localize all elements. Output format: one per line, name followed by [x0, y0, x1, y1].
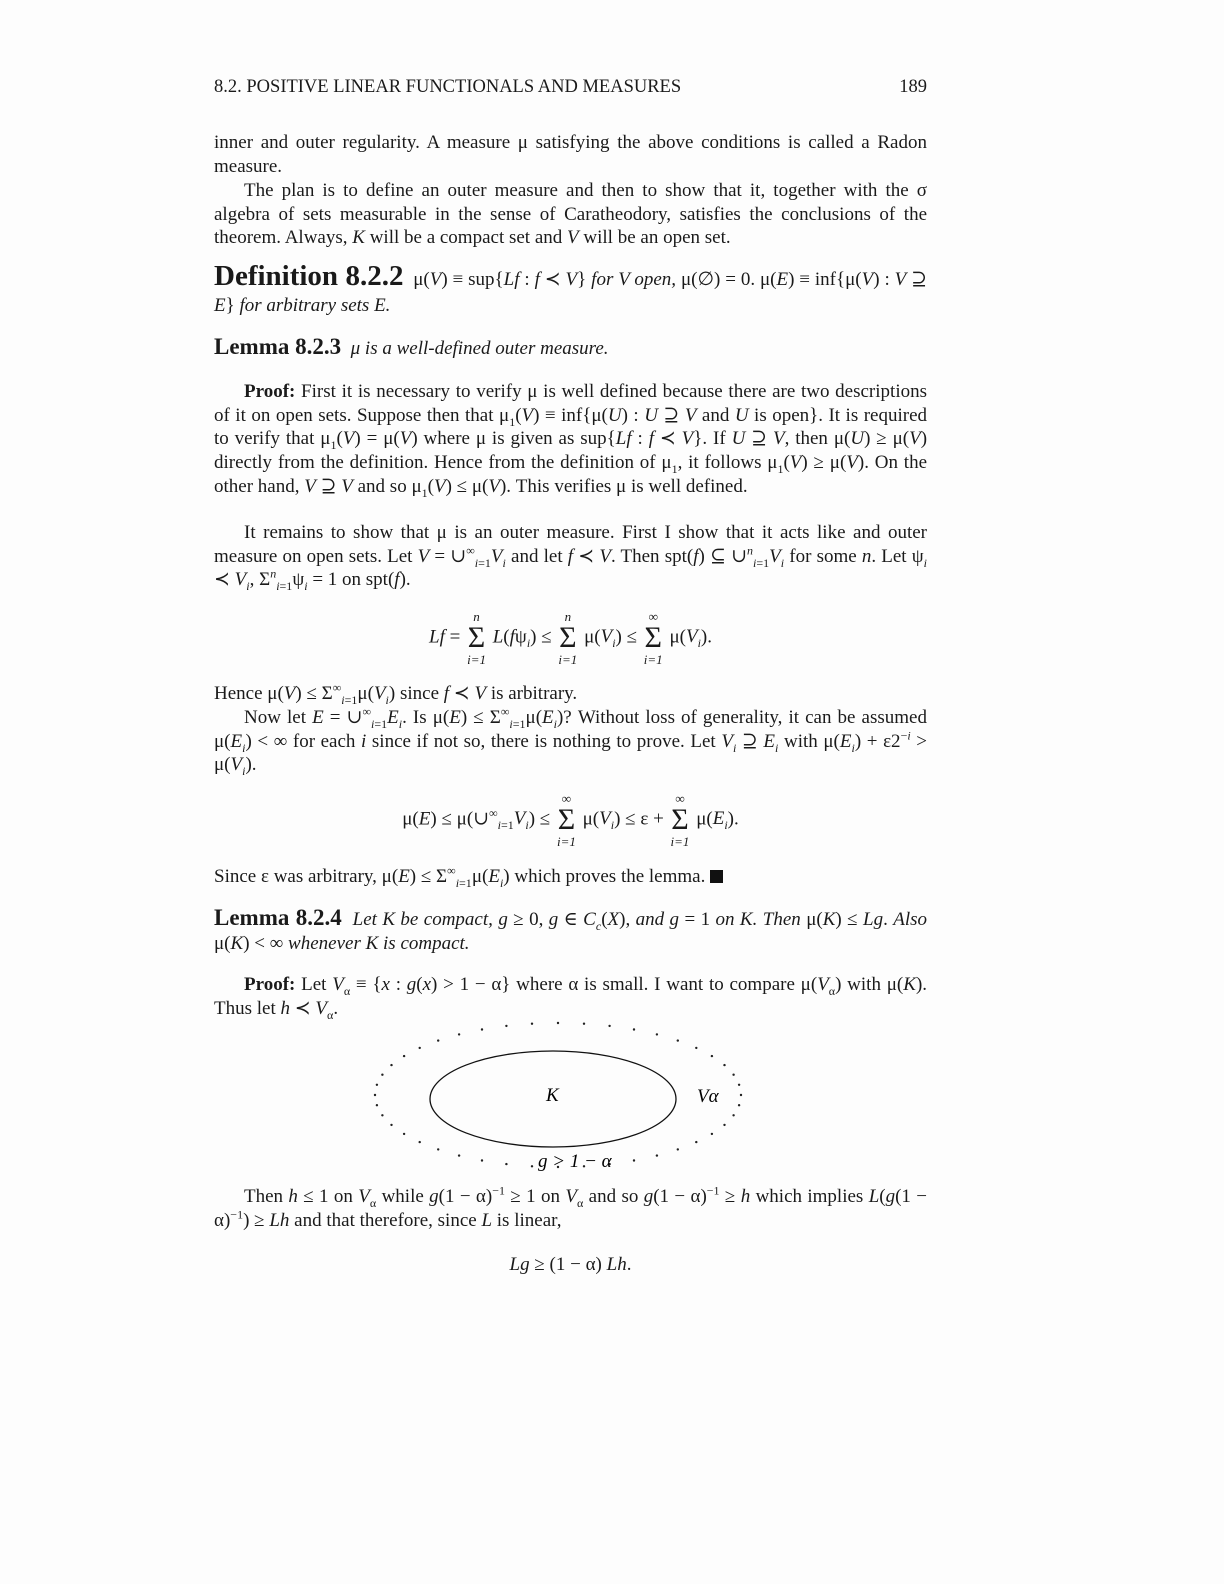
boundary-dot: [531, 1023, 533, 1025]
boundary-dot: [376, 1084, 378, 1086]
proof-label: Proof:: [244, 381, 296, 402]
boundary-dot: [583, 1023, 585, 1025]
boundary-dot: [381, 1074, 383, 1076]
lemma-label: Lemma 8.2.4: [214, 905, 342, 930]
proof-label: Proof:: [244, 974, 296, 995]
proof2-paragraph-2: Then h ≤ 1 on $V_\alpha$ while $g(1 - \alpha)^{-1} \ge 1$ on $V_\alpha$ and so $g(1 - \alpha)^{-1} \ge h$ which implies $L(g(1 - \alpha)^{-1}) \ge Lh$ and that therefore, since L is linear,: [214, 1183, 927, 1231]
boundary-dot: [633, 1159, 635, 1161]
boundary-dot: [390, 1064, 392, 1066]
boundary-dot: [437, 1148, 439, 1150]
boundary-dot: [732, 1114, 734, 1116]
boundary-dot: [633, 1028, 635, 1030]
lemma-8-2-3: Lemma 8.2.3 μ is a well-defined outer measure.: [214, 334, 609, 359]
boundary-dot: [711, 1133, 713, 1135]
running-header: [214, 77, 927, 98]
boundary-dot: [419, 1047, 421, 1049]
proof-paragraph-5: Since ε was arbitrary, $\mu(E) \le \Sigma^\infty_{i=1}\mu(E_i)$ which proves the lemma.: [214, 865, 927, 889]
boundary-dot: [695, 1141, 697, 1143]
boundary-dot: [695, 1047, 697, 1049]
boundary-dot: [608, 1025, 610, 1027]
boundary-dot: [403, 1055, 405, 1057]
boundary-dot: [711, 1055, 713, 1057]
equation-1: Lf = n Σ i=1 $L(f\psi_i)$ ≤ n Σ i=1 $\mu(V_i)$ ≤ ∞ Σ i=1 $\mu(V_i)$.: [429, 609, 712, 667]
boundary-dot: [403, 1133, 405, 1135]
proof-paragraph-4: Now let $E = \cup^\infty_{i=1}E_i$. Is $\mu(E) \le \Sigma^\infty_{i=1}\mu(E_i)$? Without loss of generality, it can be assumed $\mu(E_i)$ < ∞ for each i since if not so, there is nothing to prove. Let $V_i$ ⊇ $E_i$ with $\mu(E_i) + \varepsilon 2^{-i} > \mu(V_i)$.: [214, 704, 928, 779]
boundary-dot: [458, 1033, 460, 1035]
section-title: 8.2. POSITIVE LINEAR FUNCTIONALS AND MEASURES: [214, 77, 682, 97]
boundary-dot: [437, 1039, 439, 1041]
proof-paragraph-1: Proof: First it is necessary to verify μ is well defined because there are two descriptions of it on open sets. Suppose then that $\mu_1(V) \equiv inf\{\mu(U)$ : U ⊇ V and U is open}. It is required to verify that $\mu_1(V) = \mu(V)$ where μ is given as sup{Lf : f ≺ V}. If U ⊇ V, then μ(U) ≥ μ(V) directly from the definition. Hence from the definition of $\mu_1$, it follows $\mu_1(V) \ge \mu(V)$. On the other hand, V ⊇ V and so $\mu_1(V) \le \mu(V)$. This verifies μ is well defined.: [214, 381, 928, 500]
boundary-dot: [376, 1104, 378, 1106]
boundary-dot: [740, 1094, 742, 1096]
boundary-dot: [458, 1154, 460, 1156]
lemma-label: Lemma 8.2.3: [214, 334, 342, 359]
boundary-dot: [505, 1163, 507, 1165]
equation-3: Lg ≥ (1 − α) Lh.: [509, 1254, 632, 1275]
boundary-dot: [723, 1064, 725, 1066]
page-number: 189: [899, 77, 927, 97]
equation-2: $\mu(E) \le \mu(\cup^\infty_{i=1}V_i)$ ≤ ∞ Σ i=1 $\mu(V_i) \le \varepsilon$ + ∞ Σ i=1 $\mu(E_i)$.: [402, 791, 739, 849]
boundary-dot: [531, 1165, 533, 1167]
proof-paragraph-3: Hence $\mu(V) \le \Sigma^\infty_{i=1}\mu(V_i)$ since f ≺ V is arbitrary.: [214, 680, 578, 707]
boundary-dot: [738, 1084, 740, 1086]
g-condition-label: g > 1 − α: [538, 1151, 612, 1172]
boundary-dot: [723, 1124, 725, 1126]
compact-set-figure: [360, 1015, 760, 1175]
boundary-dot: [381, 1114, 383, 1116]
proof-paragraph-2: It remains to show that μ is an outer measure. First I show that it acts like and outer measure on open sets. Let $V = \cup^\infty_{i=1}V_i$ and let f ≺ V. Then spt(f) ⊆ $\cup^n_{i=1}V_i$ for some n. Let $\psi_i$ ≺ $V_i$, $\Sigma^n_{i=1}\psi_i = 1$ on spt(f).: [214, 522, 927, 594]
k-label: K: [546, 1085, 559, 1106]
definition-8-2-2: Definition 8.2.2 μ(V) ≡ sup{Lf : f ≺ V} for V open, μ(∅) = 0. μ(E) ≡ inf{μ(V) : V ⊇ E} for arbitrary sets E.: [214, 260, 928, 316]
boundary-dot: [677, 1039, 679, 1041]
lemma-8-2-4: Lemma 8.2.4 Let K be compact, g ≥ 0, g ∈ $C_c(X)$, and g = 1 on K. Then μ(K) ≤ Lg. Also μ(K) < ∞ whenever K is compact.: [214, 905, 928, 954]
boundary-dot: [481, 1159, 483, 1161]
boundary-dot: [732, 1074, 734, 1076]
boundary-dot: [419, 1141, 421, 1143]
boundary-dot: [481, 1028, 483, 1030]
boundary-dot: [656, 1154, 658, 1156]
boundary-dot: [374, 1094, 376, 1096]
proof2-paragraph-1: Proof: Let $V_\alpha \equiv \{x$ : g(x) > 1 − α} where α is small. I want to compare $\mu(V_\alpha)$ with μ(K). Thus let h ≺ $V_\alpha$.: [214, 974, 928, 1022]
boundary-dot: [738, 1104, 740, 1106]
boundary-dot: [390, 1124, 392, 1126]
boundary-dot: [505, 1025, 507, 1027]
boundary-dot: [656, 1033, 658, 1035]
boundary-dot: [677, 1148, 679, 1150]
intro-paragraph-2: The plan is to define an outer measure and then to show that it, together with the σ algebra of sets measurable in the sense of Caratheodory, satisfies the conclusions of the theorem. Always, K will be a compact set and V will be an open set.: [214, 180, 927, 249]
v-alpha-label: Vα: [697, 1086, 719, 1107]
definition-label: Definition 8.2.2: [214, 260, 404, 292]
qed-square-icon: [710, 870, 723, 883]
boundary-dot: [557, 1022, 559, 1024]
intro-paragraph-1: inner and outer regularity. A measure μ satisfying the above conditions is called a Radon measure.: [214, 132, 927, 177]
